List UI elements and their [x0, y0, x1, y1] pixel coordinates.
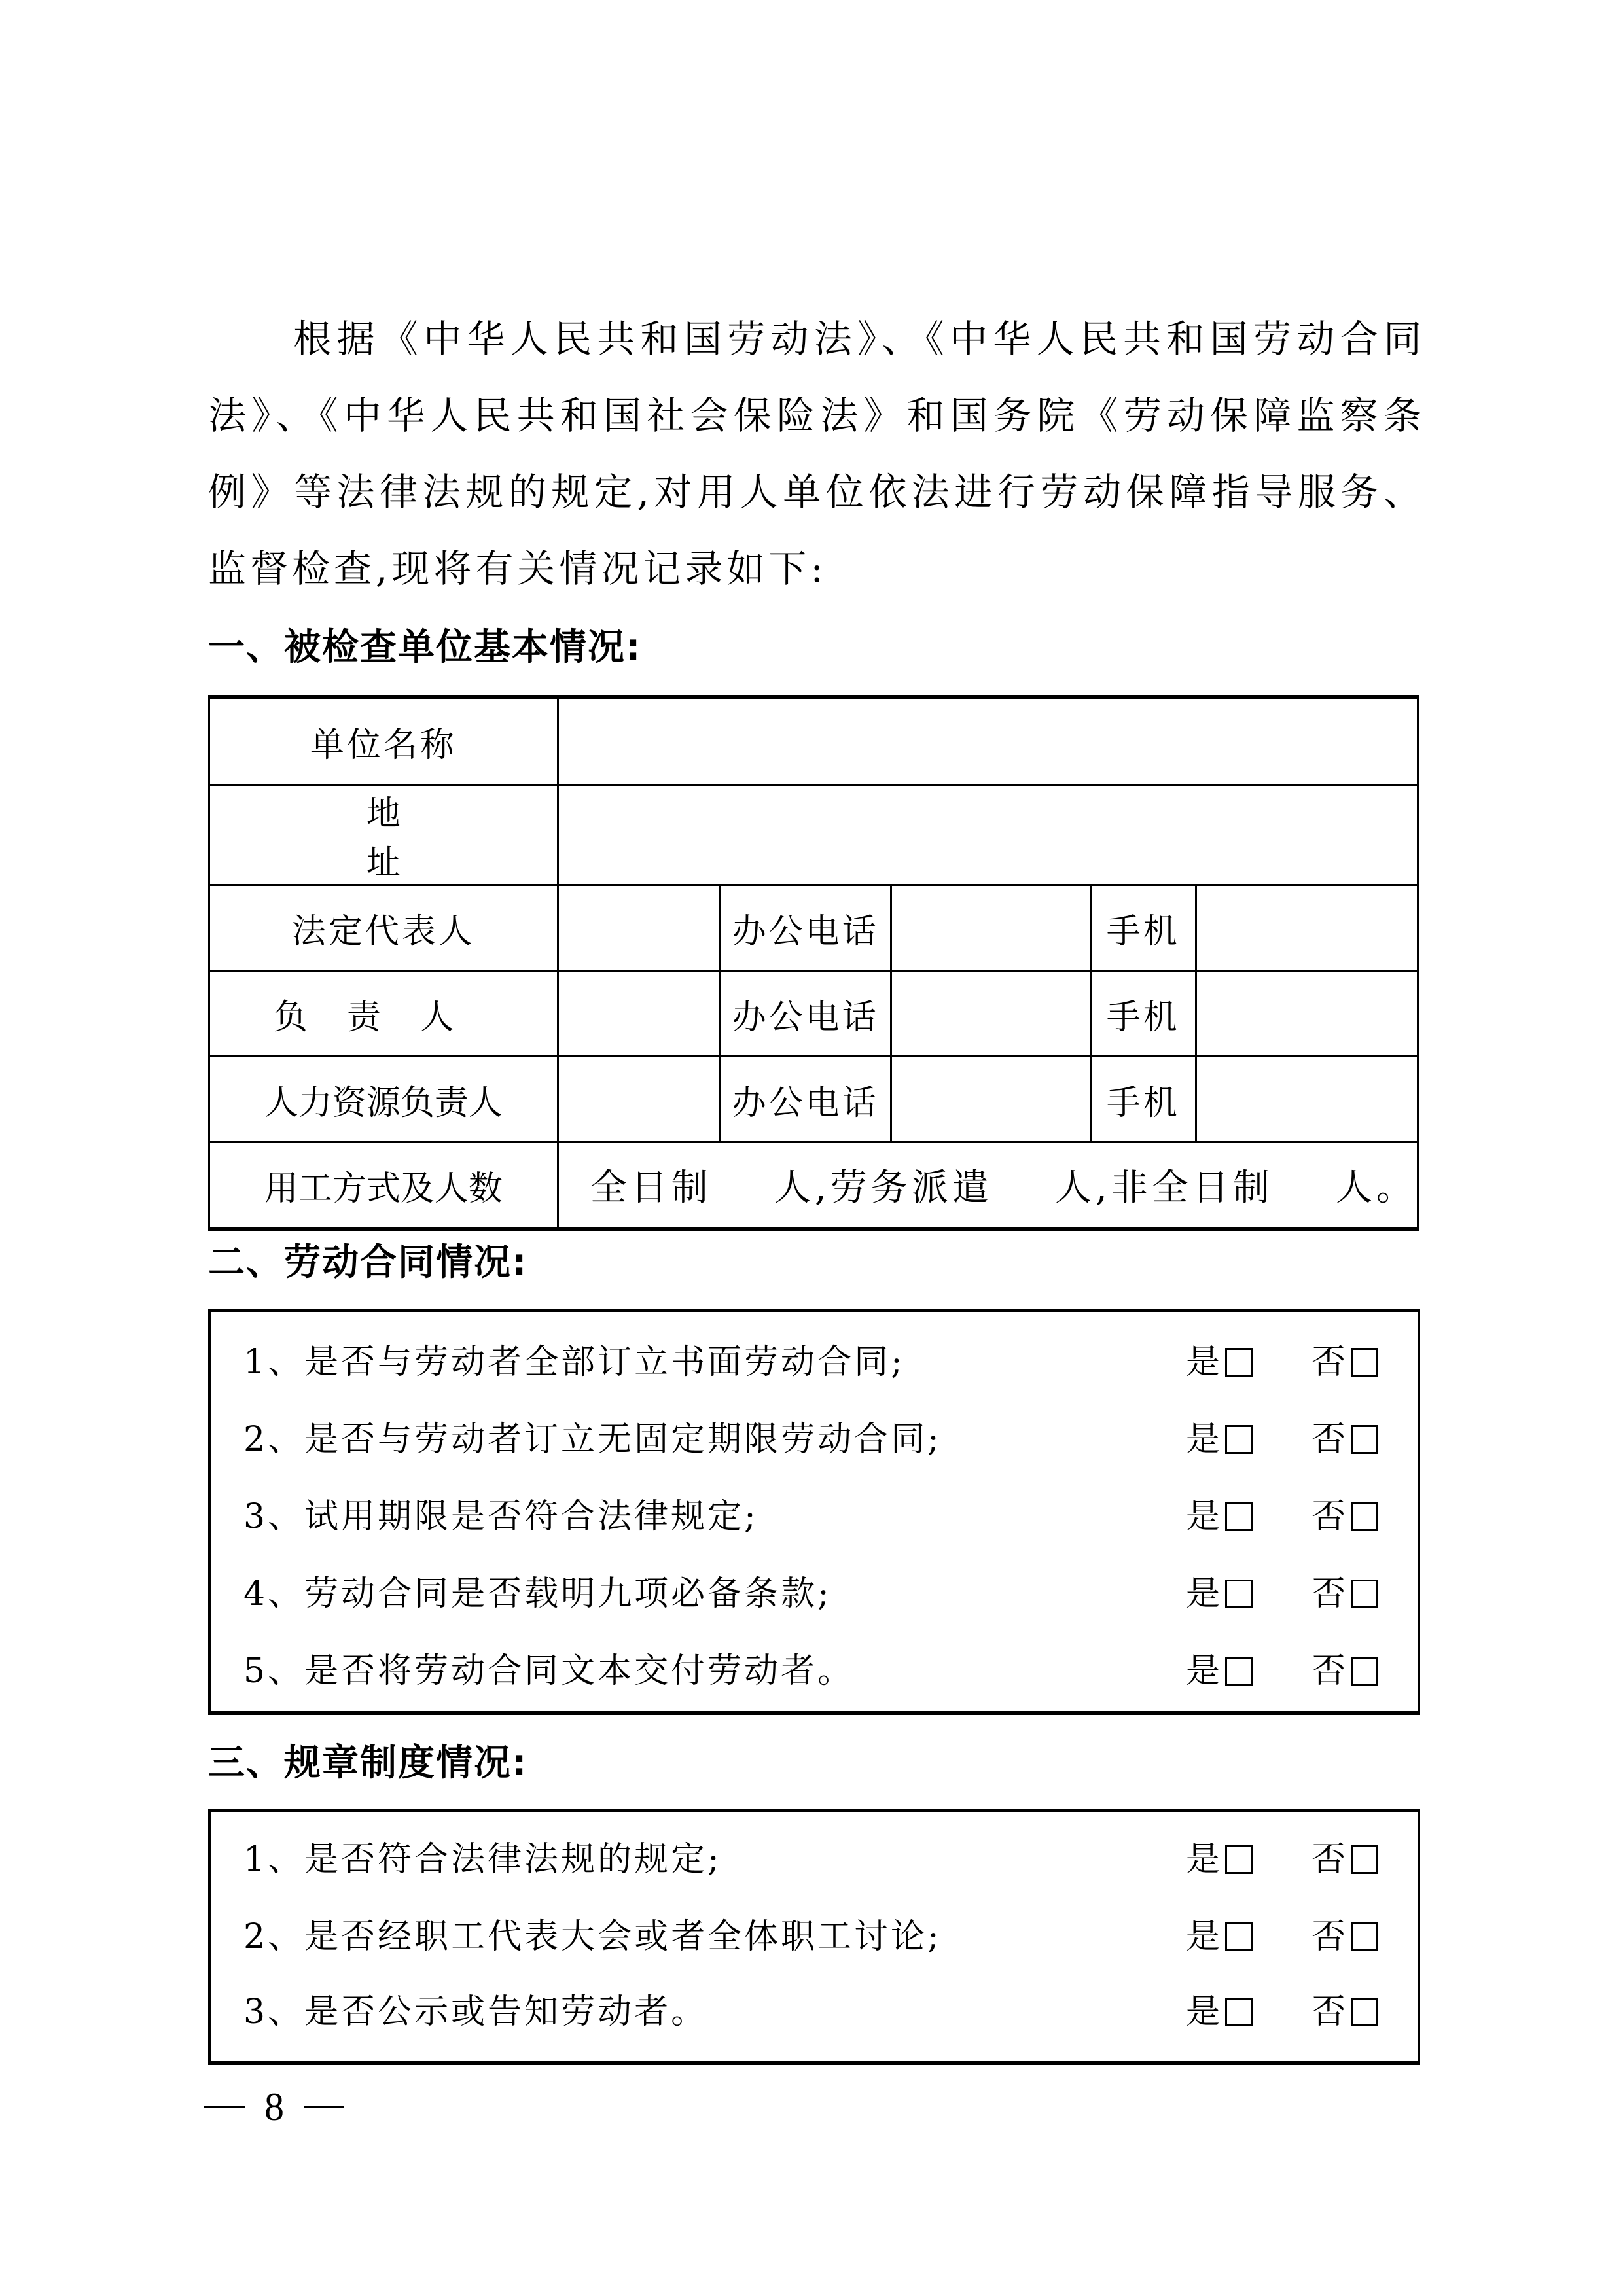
- checklist-item: [243, 1645, 1378, 1697]
- checklist-question: 2、是否与劳动者订立无固定期限劳动合同;: [243, 1420, 942, 1459]
- legal-rep-mobile-field[interactable]: [1196, 885, 1418, 971]
- no-checkbox[interactable]: [1351, 1580, 1378, 1608]
- dash-right: [304, 2106, 344, 2108]
- legal-rep-office-phone-label: 办公电话: [720, 885, 891, 971]
- section-heading-labor-contract: 二、劳动合同情况:: [208, 1241, 528, 1284]
- table-row-legal-rep: [209, 885, 1418, 971]
- principal-field[interactable]: [558, 971, 720, 1057]
- unit-name-field[interactable]: [558, 697, 1418, 785]
- yes-checkbox[interactable]: [1225, 1502, 1253, 1531]
- checklist-question: 5、是否将劳动合同文本交付劳动者。: [243, 1651, 855, 1691]
- yes-checkbox[interactable]: [1225, 1922, 1253, 1951]
- checklist-question: 1、是否符合法律法规的规定;: [243, 1840, 722, 1879]
- legal-rep-mobile-label: 手机: [1090, 885, 1196, 971]
- hr-mobile-field[interactable]: [1196, 1057, 1418, 1142]
- yes-label: 是: [1185, 1574, 1222, 1614]
- yes-label: 是: [1185, 1992, 1222, 2032]
- yes-label: 是: [1185, 1651, 1222, 1691]
- principal-mobile-field[interactable]: [1196, 971, 1418, 1057]
- yes-label: 是: [1185, 1840, 1222, 1879]
- yes-label: 是: [1185, 1917, 1222, 1956]
- hr-mobile-label: 手机: [1090, 1057, 1196, 1142]
- checklist-question: 3、试用期限是否符合法律规定;: [243, 1497, 758, 1536]
- table-row-employment: [209, 1142, 1418, 1229]
- page-number-value: 8: [264, 2085, 284, 2128]
- no-checkbox[interactable]: [1351, 1502, 1378, 1531]
- no-checkbox[interactable]: [1351, 1348, 1378, 1377]
- yes-label: 是: [1185, 1420, 1222, 1459]
- no-checkbox[interactable]: [1351, 1998, 1378, 2026]
- yes-label: 是: [1185, 1343, 1222, 1382]
- table-row-address: [209, 785, 1418, 885]
- checklist-item: [243, 1336, 1378, 1388]
- yes-label: 是: [1185, 1497, 1222, 1536]
- yes-checkbox[interactable]: [1225, 1425, 1253, 1454]
- principal-office-phone-label: 办公电话: [720, 971, 891, 1057]
- rules-system-checklist: [208, 1809, 1420, 2065]
- checklist-item: [243, 1568, 1378, 1620]
- checklist-item: [243, 1911, 1378, 1963]
- no-label: 否: [1311, 1343, 1348, 1382]
- yes-checkbox[interactable]: [1225, 1348, 1253, 1377]
- intro-text: 根据《中华人民共和国劳动法》、《中华人民共和国劳动合同法》、《中华人民共和国社会保险法》和国务院《劳动保障监察条例》等法律法规的规定,对用人单位依法进行劳动保障指导服务、监督检查,现将有关情况记录如下:: [208, 317, 1425, 591]
- legal-rep-label: 法定代表人: [209, 885, 558, 971]
- no-label: 否: [1311, 1992, 1348, 2032]
- no-checkbox[interactable]: [1351, 1425, 1378, 1454]
- unit-name-label: 单位名称: [209, 697, 558, 785]
- yes-checkbox[interactable]: [1225, 1998, 1253, 2026]
- table-row-hr: [209, 1057, 1418, 1142]
- no-label: 否: [1311, 1574, 1348, 1614]
- checklist-item: [243, 1833, 1378, 1886]
- page-number: [204, 2084, 344, 2130]
- no-checkbox[interactable]: [1351, 1657, 1378, 1686]
- no-label: 否: [1311, 1651, 1348, 1691]
- section-heading-basic-info: 一、被检查单位基本情况:: [208, 626, 642, 669]
- principal-label: 负责人: [209, 971, 558, 1057]
- intro-paragraph: [208, 301, 1425, 607]
- no-checkbox[interactable]: [1351, 1922, 1378, 1951]
- checklist-question: 4、劳动合同是否载明九项必备条款;: [243, 1574, 832, 1614]
- hr-field[interactable]: [558, 1057, 720, 1142]
- checklist-item: [243, 1986, 1378, 2038]
- address-label: 地址: [209, 785, 558, 885]
- table-row-principal: [209, 971, 1418, 1057]
- legal-rep-office-phone-field[interactable]: [891, 885, 1090, 971]
- no-label: 否: [1311, 1917, 1348, 1956]
- yes-checkbox[interactable]: [1225, 1580, 1253, 1608]
- hr-office-phone-label: 办公电话: [720, 1057, 891, 1142]
- basic-info-table: [208, 695, 1419, 1231]
- checklist-question: 1、是否与劳动者全部订立书面劳动合同;: [243, 1343, 905, 1382]
- employment-field[interactable]: 全日制 人,劳务派遣 人,非全日制 人。: [558, 1142, 1418, 1229]
- dash-left: [204, 2106, 245, 2108]
- no-label: 否: [1311, 1497, 1348, 1536]
- no-checkbox[interactable]: [1351, 1845, 1378, 1874]
- checklist-question: 3、是否公示或告知劳动者。: [243, 1992, 708, 2032]
- checklist-item: [243, 1413, 1378, 1466]
- labor-contract-checklist: [208, 1309, 1420, 1715]
- hr-label: 人力资源负责人: [209, 1057, 558, 1142]
- hr-office-phone-field[interactable]: [891, 1057, 1090, 1142]
- section-heading-rules-system: 三、规章制度情况:: [208, 1742, 528, 1784]
- no-label: 否: [1311, 1840, 1348, 1879]
- principal-mobile-label: 手机: [1090, 971, 1196, 1057]
- legal-rep-field[interactable]: [558, 885, 720, 971]
- checklist-item: [243, 1491, 1378, 1543]
- no-label: 否: [1311, 1420, 1348, 1459]
- principal-office-phone-field[interactable]: [891, 971, 1090, 1057]
- checklist-question: 2、是否经职工代表大会或者全体职工讨论;: [243, 1917, 942, 1956]
- address-field[interactable]: [558, 785, 1418, 885]
- employment-label: 用工方式及人数: [209, 1142, 558, 1229]
- table-row-unit-name: [209, 697, 1418, 785]
- yes-checkbox[interactable]: [1225, 1845, 1253, 1874]
- yes-checkbox[interactable]: [1225, 1657, 1253, 1686]
